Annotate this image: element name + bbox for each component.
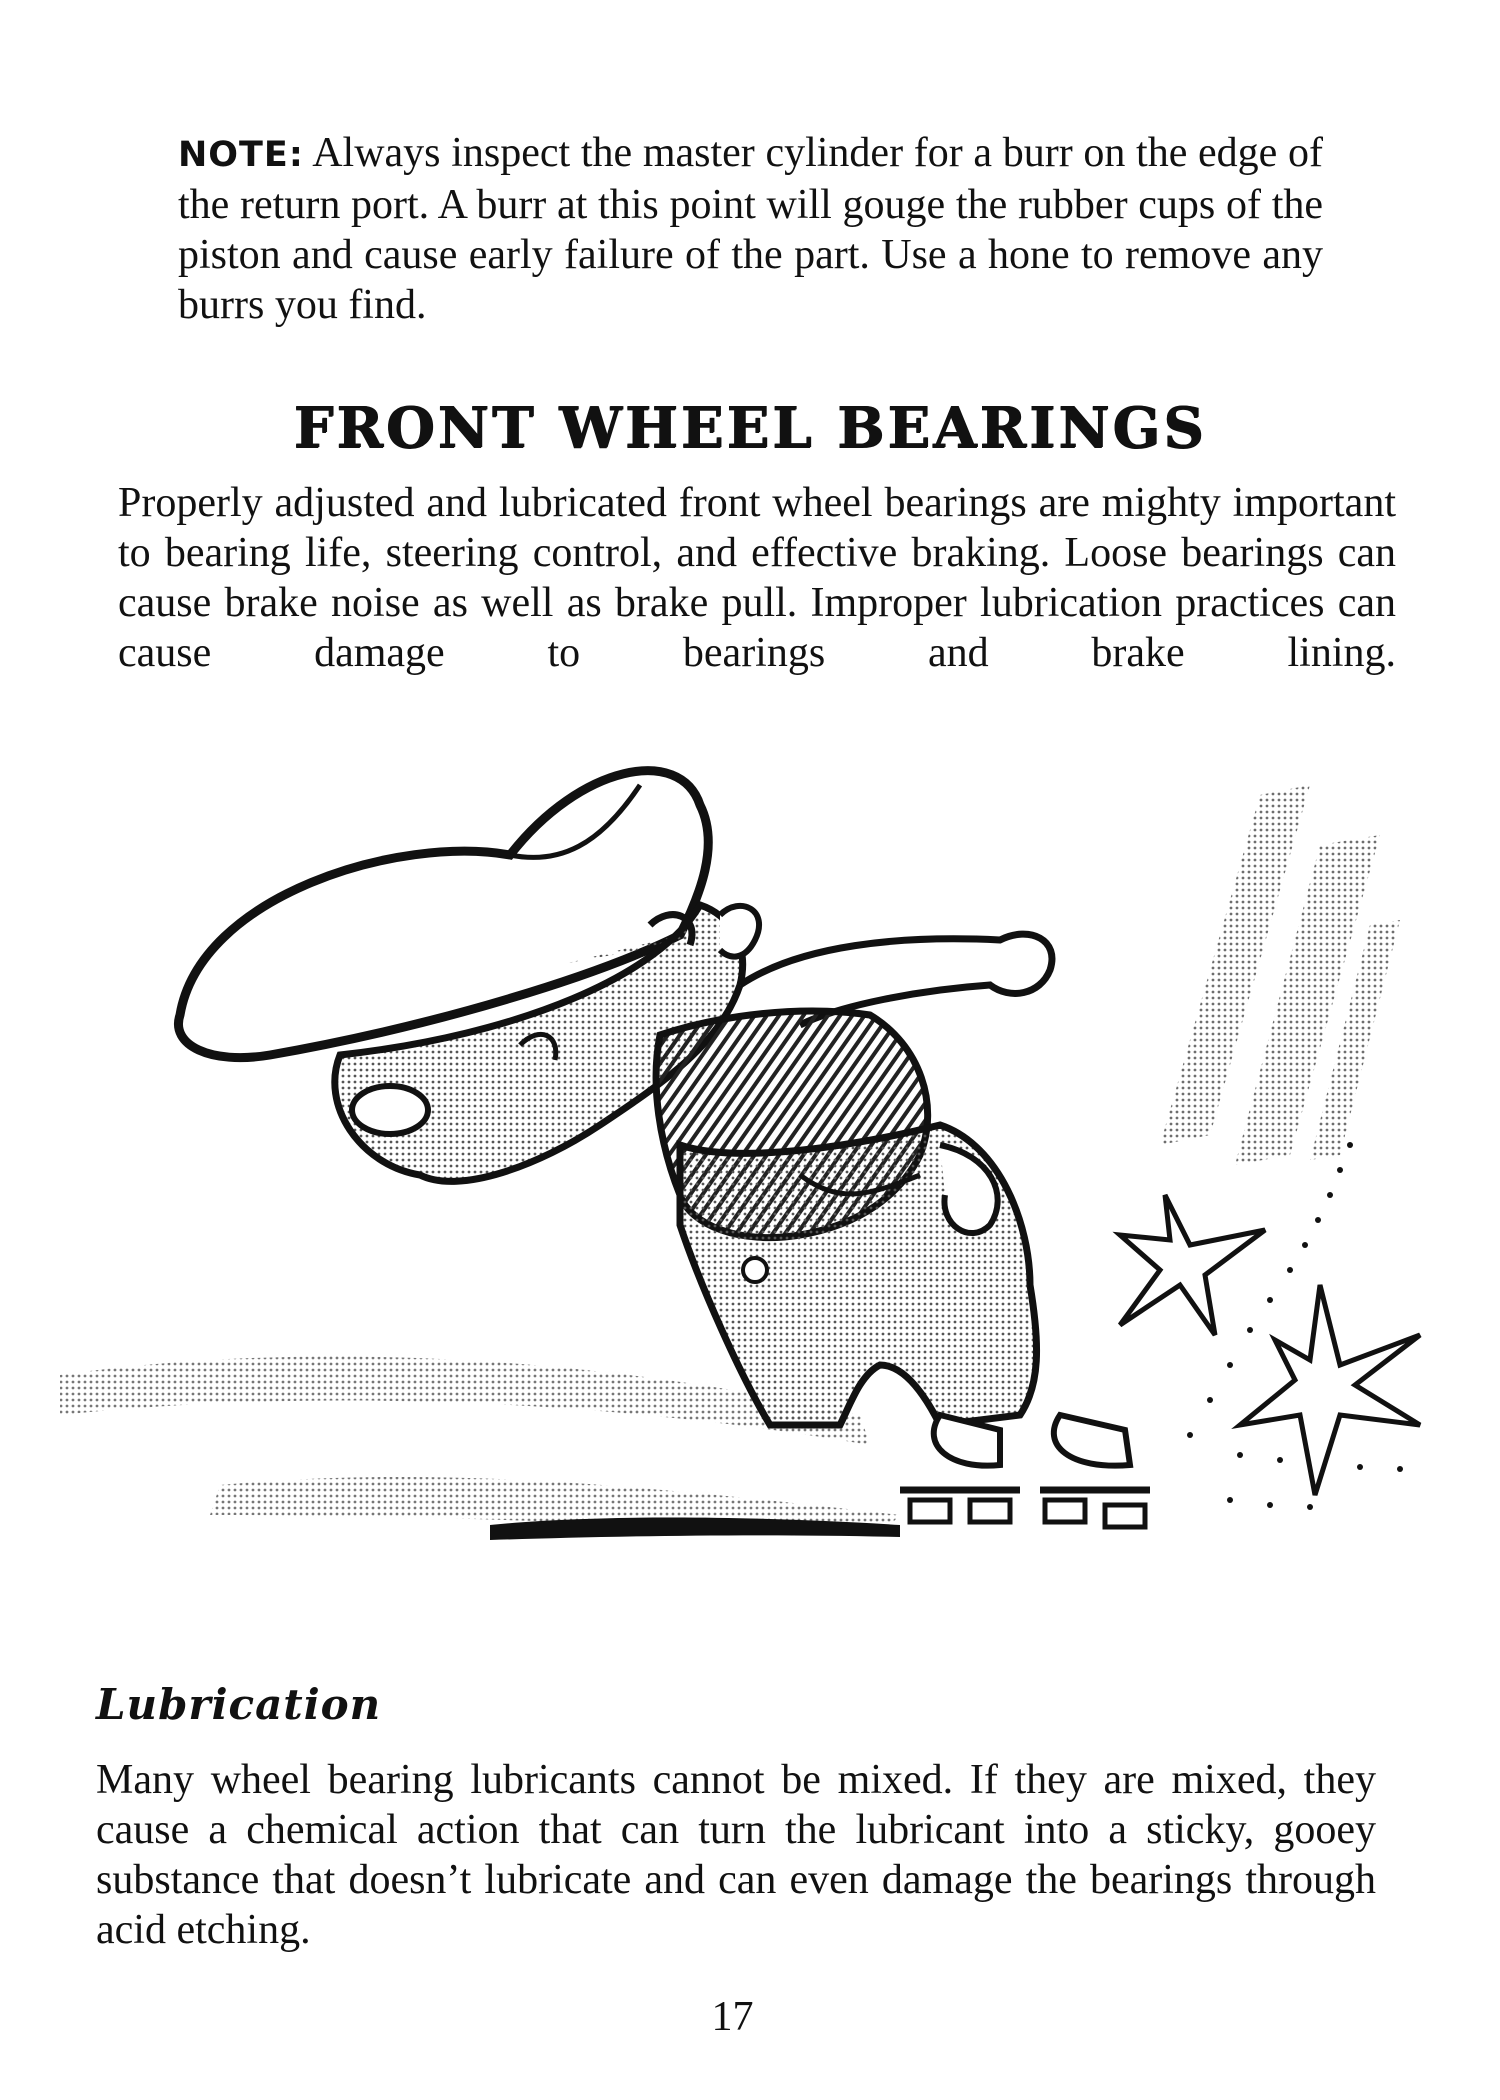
subsection-heading: Lubrication xyxy=(96,1680,382,1729)
page-number: 17 xyxy=(711,1994,754,2040)
note-paragraph xyxy=(178,128,1323,330)
section-title: FRONT WHEEL BEARINGS xyxy=(293,395,1207,461)
subsection-text: Many wheel bearing lubricants cannot be mixed. If they are mixed, they cause a chemical action that can turn the lubricant into a sticky, gooey substance that doesn’t lubricate and can even damage the bearings through acid etching. xyxy=(96,1757,1376,1953)
note-label: NOTE: xyxy=(178,135,304,175)
note-text: Always inspect the master cylinder for a burr on the edge of the return port. A burr at this point will gouge the rubber cups of the piston and cause early failure of the part. Use a hone to remove any burrs you find. xyxy=(178,130,1323,328)
section-intro: Properly adjusted and lubricated front wheel bearings are mighty important to bearing life, steering control, and effective braking. Loose bearings can cause brake noise as well as brake pull. Improper lubrication practices can cause damage to bearings and brake lining. xyxy=(118,480,1396,676)
roller-skater-illustration xyxy=(40,725,1460,1555)
